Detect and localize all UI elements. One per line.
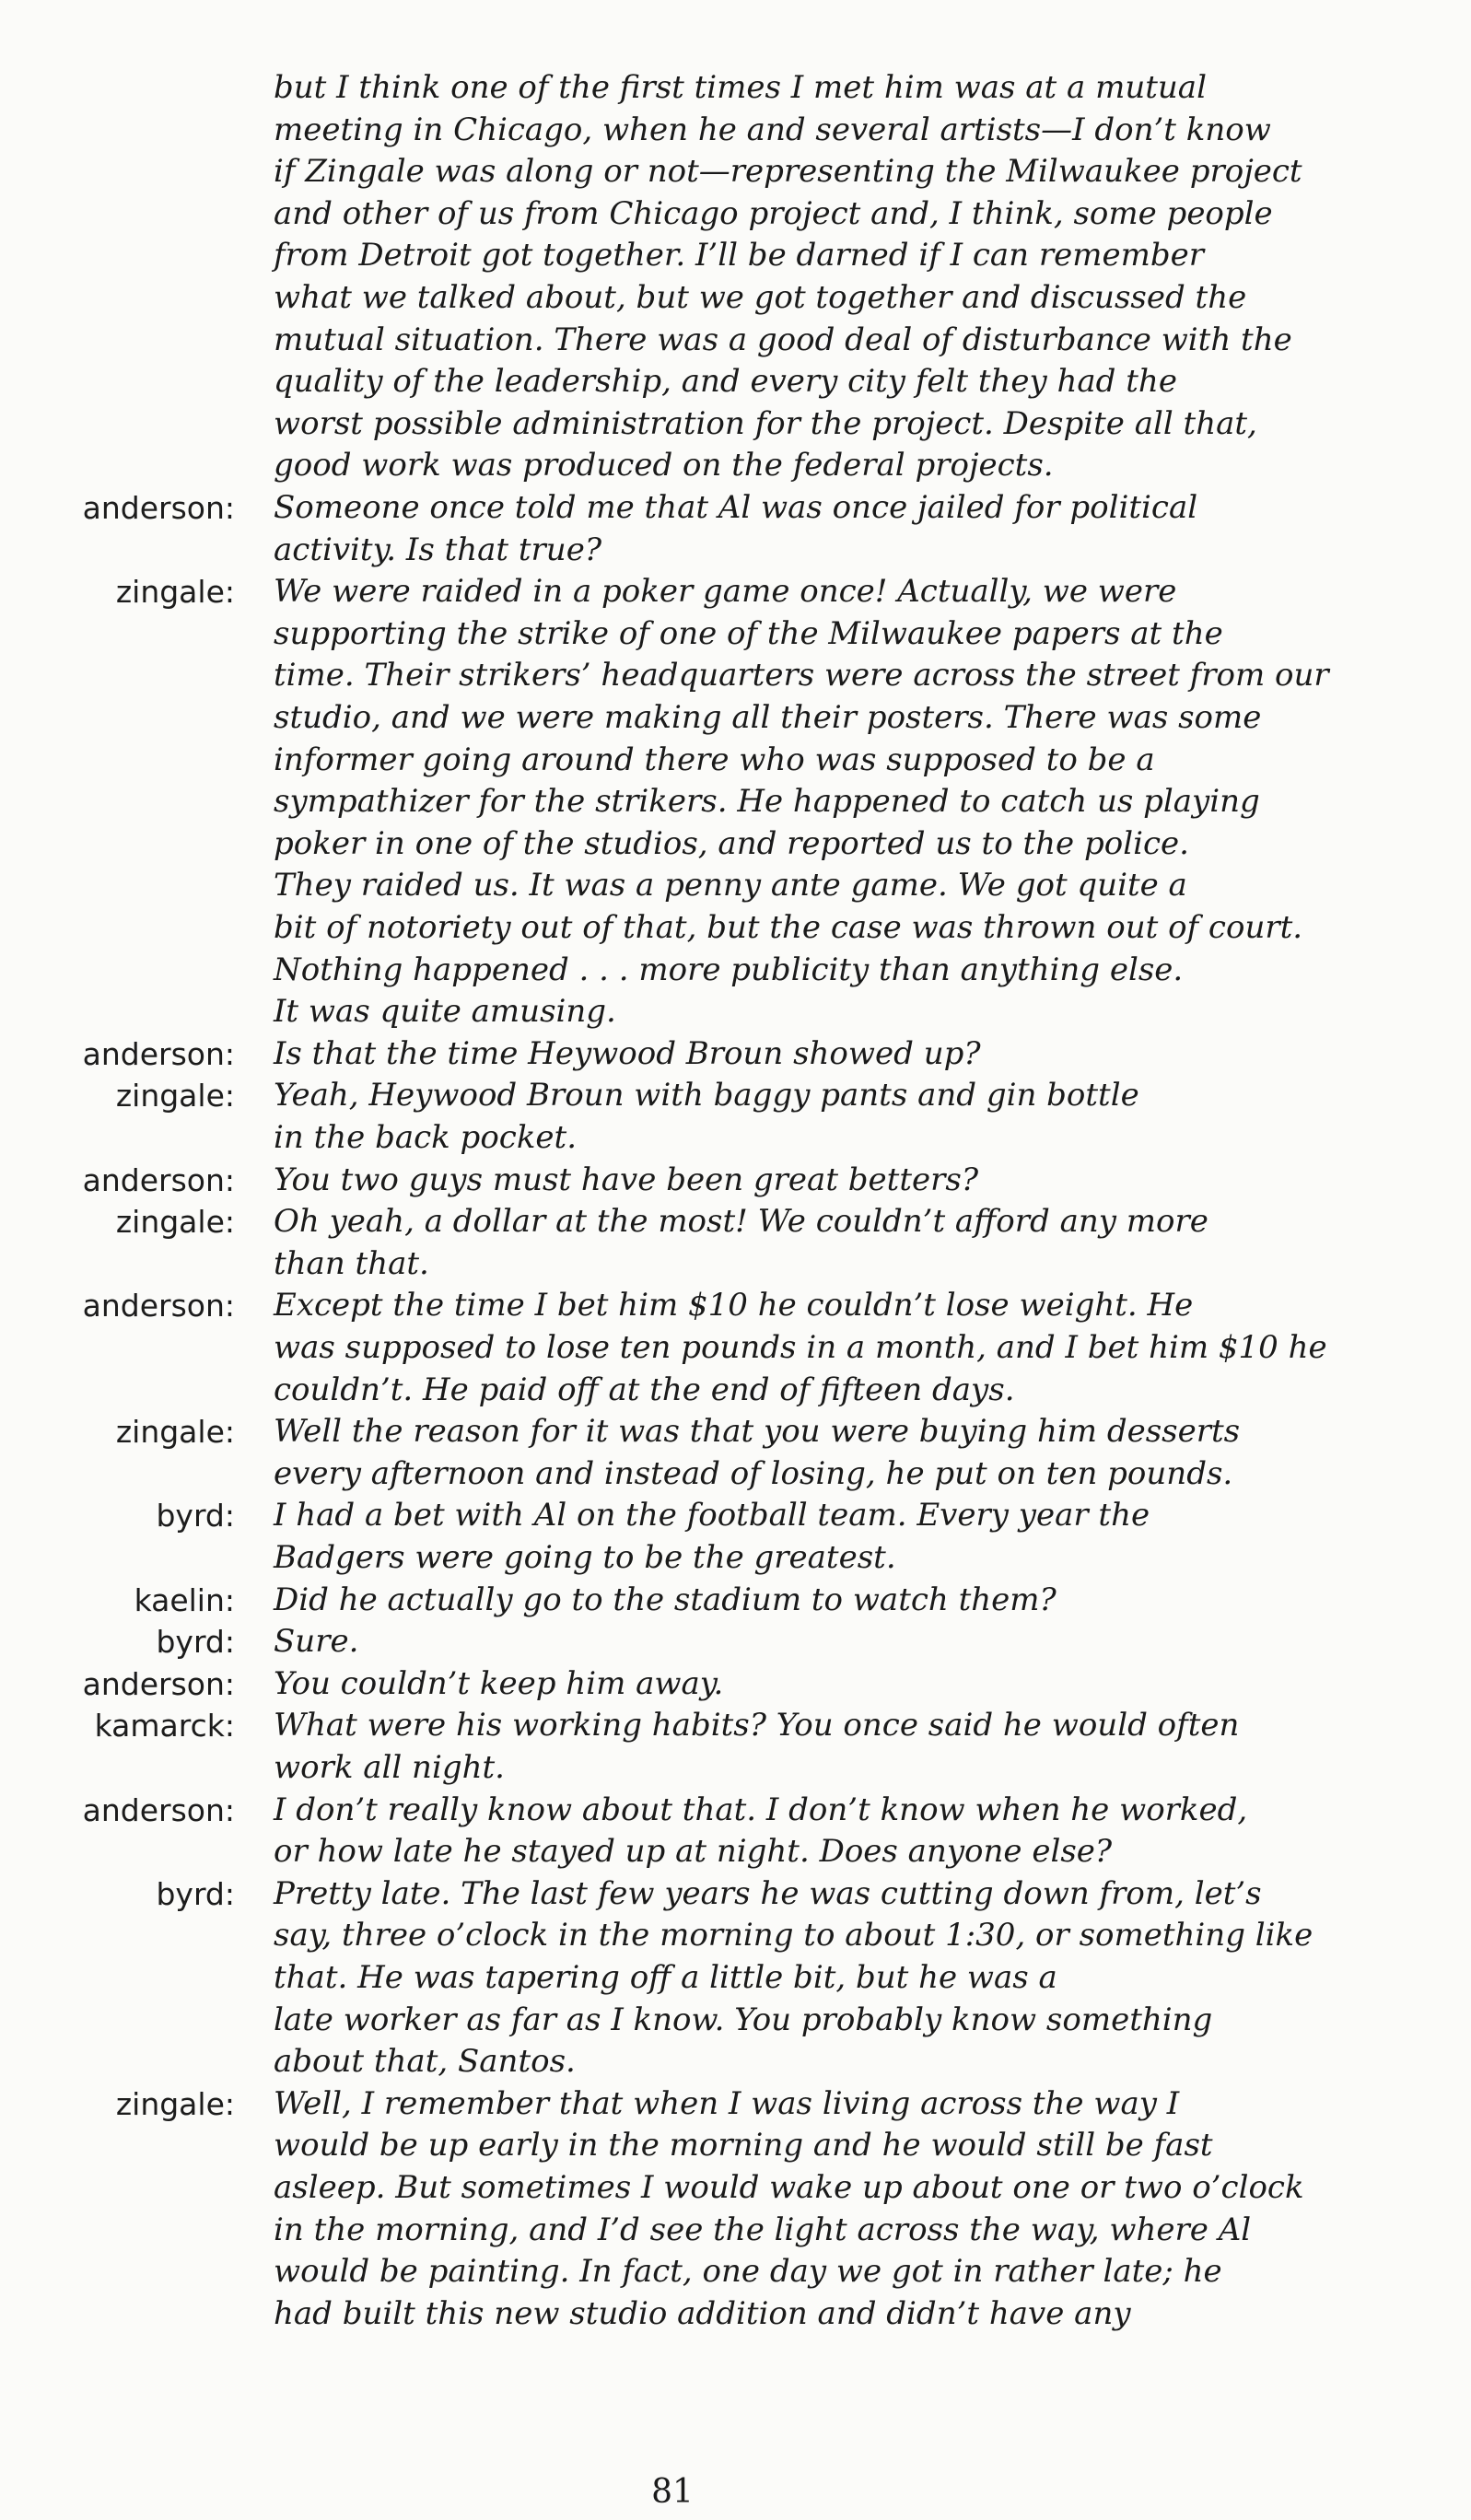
- text-line: say, three o’clock in the morning to about 1:30, or something like: [274, 1917, 1313, 1954]
- text-line: good work was produced on the federal projects.: [274, 447, 1054, 484]
- text-line: every afternoon and instead of losing, he put on ten pounds.: [274, 1454, 1233, 1492]
- text-line: than that.: [274, 1244, 429, 1282]
- text-line: what we talked about, but we got together and discussed the: [274, 278, 1247, 316]
- speaker-label: zingale:: [115, 1204, 235, 1241]
- text-line: I had a bet with Al on the football team. Every year the: [274, 1497, 1150, 1534]
- dialogue-text: [274, 1201, 1443, 1285]
- text-line: Pretty late. The last few years he was cutting down from, let’s: [274, 1874, 1262, 1912]
- text-line: late worker as far as I know. You probably know something: [274, 2001, 1213, 2038]
- text-line: What were his working habits? You once said he would often: [274, 1707, 1240, 1744]
- text-line: work all night.: [274, 1748, 505, 1786]
- dialogue-text: [274, 1580, 1443, 1622]
- text-line: Sure.: [274, 1623, 359, 1661]
- speaker-label: byrd:: [156, 1498, 235, 1534]
- speaker-label: anderson:: [82, 1288, 235, 1324]
- text-line: Badgers were going to be the greatest.: [274, 1538, 896, 1576]
- text-line: It was quite amusing.: [274, 993, 616, 1031]
- dialogue-text: [274, 1033, 1443, 1076]
- text-line: supporting the strike of one of the Milwaukee papers at the: [274, 614, 1223, 652]
- speaker-label: anderson:: [82, 1035, 235, 1072]
- text-line: Is that the time Heywood Broun showed up?: [274, 1034, 981, 1072]
- text-line: poker in one of the studios, and reported us to the police.: [274, 824, 1189, 862]
- text-line: activity. Is that true?: [274, 531, 602, 568]
- dialogue-text: [274, 1075, 1443, 1159]
- text-line: about that, Santos.: [274, 2043, 576, 2081]
- speaker-label: byrd:: [156, 1624, 235, 1661]
- speaker-label: anderson:: [82, 1161, 235, 1198]
- text-line: bit of notoriety out of that, but the case was thrown out of court.: [274, 908, 1303, 946]
- text-line: Did he actually go to the stadium to watch them?: [274, 1581, 1057, 1618]
- speaker-label: zingale:: [115, 1078, 235, 1114]
- page-number: 81: [651, 2473, 694, 2511]
- speaker-label: anderson:: [82, 1665, 235, 1702]
- text-line: and other of us from Chicago project and, I think, some people: [274, 194, 1273, 232]
- speaker-label: zingale:: [115, 1414, 235, 1451]
- text-line: informer going around there who was supposed to be a: [274, 741, 1155, 778]
- speaker-label: zingale:: [115, 2085, 235, 2122]
- text-line: Oh yeah, a dollar at the most! We couldn’t afford any more: [274, 1203, 1208, 1241]
- text-line: worst possible administration for the project. Despite all that,: [274, 404, 1257, 442]
- text-line: time. Their strikers’ headquarters were across the street from our: [274, 657, 1329, 694]
- text-line: They raided us. It was a penny ante game. We got quite a: [274, 867, 1187, 904]
- text-line: You two guys must have been great betters?: [274, 1161, 979, 1198]
- speaker-label: zingale:: [115, 574, 235, 611]
- text-line: Except the time I bet him $10 he couldn’t lose weight. He: [274, 1287, 1194, 1324]
- text-line: Well, I remember that when I was living across the way I: [274, 2084, 1180, 2122]
- speaker-label: anderson:: [82, 1791, 235, 1828]
- dialogue-text: [274, 571, 1443, 1033]
- dialogue-text: [274, 1285, 1443, 1411]
- speaker-label: byrd:: [156, 1875, 235, 1912]
- text-line: had built this new studio addition and didn’t have any: [274, 2294, 1131, 2332]
- dialogue-text: [274, 1495, 1443, 1579]
- text-line: that. He was tapering off a little bit, but he was a: [274, 1958, 1057, 1996]
- text-line: in the morning, and I’d see the light across the way, where Al: [274, 2211, 1252, 2248]
- text-line: or how late he stayed up at night. Does anyone else?: [274, 1833, 1113, 1871]
- text-line: I don’t really know about that. I don’t know when he worked,: [274, 1791, 1248, 1828]
- dialogue-text: [274, 2083, 1443, 2336]
- text-line: but I think one of the first times I met him was at a mutual: [274, 69, 1207, 106]
- text-line: quality of the leadership, and every city felt they had the: [274, 363, 1177, 401]
- dialogue-text: [274, 1790, 1443, 1873]
- text-line: would be painting. In fact, one day we got in rather late; he: [274, 2253, 1222, 2291]
- text-line: from Detroit got together. I’ll be darned if I can remember: [274, 237, 1205, 274]
- text-line: would be up early in the morning and he would still be fast: [274, 2127, 1213, 2164]
- speaker-label: anderson:: [82, 490, 235, 526]
- text-line: meeting in Chicago, when he and several artists—I don’t know: [274, 111, 1271, 148]
- text-line: studio, and we were making all their posters. There was some: [274, 698, 1262, 736]
- speaker-label: kamarck:: [94, 1708, 235, 1744]
- speaker-label: kaelin:: [134, 1581, 235, 1618]
- text-line: in the back pocket.: [274, 1118, 578, 1156]
- text-line: mutual situation. There was a good deal of disturbance with the: [274, 321, 1292, 358]
- dialogue-text: [274, 1663, 1443, 1706]
- text-line: if Zingale was along or not—representing the Milwaukee project: [274, 153, 1302, 191]
- text-line: sympathizer for the strikers. He happened to catch us playing: [274, 783, 1260, 821]
- dialogue-text: [274, 1160, 1443, 1202]
- text-line: Nothing happened . . . more publicity than anything else.: [274, 951, 1184, 988]
- text-line: couldn’t. He paid off at the end of fifteen days.: [274, 1371, 1015, 1408]
- text-line: Someone once told me that Al was once jailed for political: [274, 489, 1198, 526]
- dialogue-text: [274, 1705, 1443, 1789]
- dialogue-text: [274, 1873, 1443, 2083]
- text-line: You couldn’t keep him away.: [274, 1664, 724, 1702]
- text-line: was supposed to lose ten pounds in a month, and I bet him $10 he: [274, 1328, 1327, 1366]
- text-line: Yeah, Heywood Broun with baggy pants and gin bottle: [274, 1077, 1139, 1114]
- dialogue-text: [274, 1411, 1443, 1495]
- dialogue-text: [274, 487, 1443, 571]
- text-line: asleep. But sometimes I would wake up about one or two o’clock: [274, 2168, 1304, 2206]
- text-line: We were raided in a poker game once! Actually, we were: [274, 573, 1177, 611]
- dialogue-text: [274, 1621, 1443, 1663]
- text-line: Well the reason for it was that you were buying him desserts: [274, 1413, 1241, 1451]
- dialogue-text: [274, 67, 1443, 487]
